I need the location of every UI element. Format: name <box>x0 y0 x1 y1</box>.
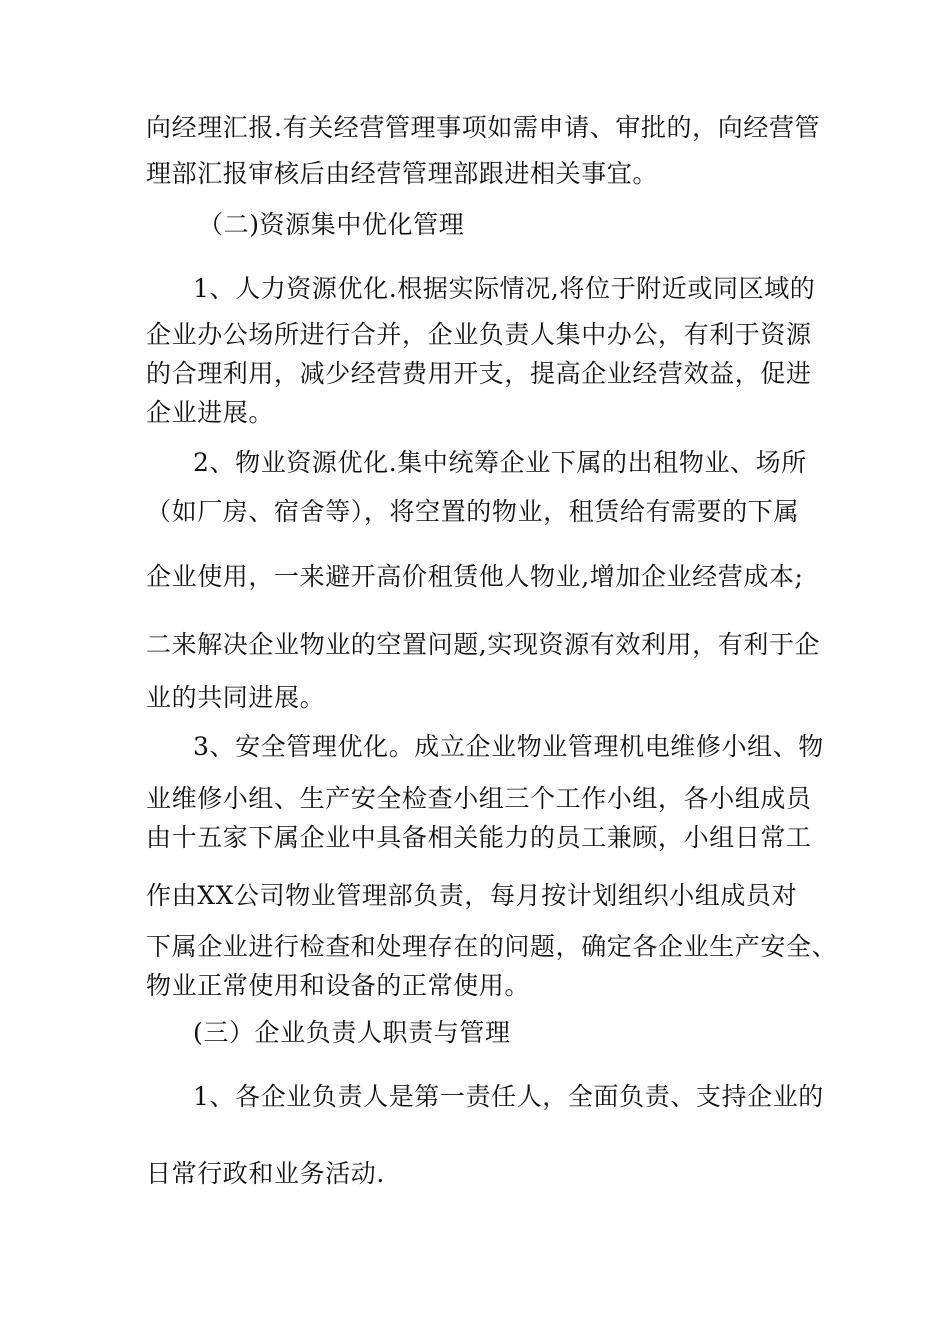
text-line: 的合理利用，减少经营费用开支，提高企业经营效益，促进 <box>146 359 812 388</box>
section-heading: （二)资源集中优化管理 <box>198 210 465 239</box>
text-line: 理部汇报审核后由经营管理部跟进相关事宜。 <box>146 159 659 188</box>
text-line: 企业进展。 <box>146 398 275 427</box>
text-line: 作由XX公司物业管理部负责，每月按计划组织小组成员对 <box>146 881 798 910</box>
paragraph-start: 3、安全管理优化。成立企业物业管理机电维修小组、物 <box>193 732 824 761</box>
section-heading: (三）企业负责人职责与管理 <box>193 1018 511 1047</box>
text-line: （如厂房、宿舍等），将空置的物业，租赁给有需要的下属 <box>146 497 800 526</box>
text-line: 下属企业进行检查和处理存在的问题，确定各企业生产安全、 <box>146 932 838 961</box>
text-line: 向经理汇报.有关经营管理事项如需申请、审批的，向经营管 <box>146 113 821 142</box>
paragraph-start: 1、各企业负责人是第一责任人，全面负责、支持企业的 <box>193 1082 824 1111</box>
text-line: 由十五家下属企业中具备相关能力的员工兼顾，小组日常工 <box>146 823 812 852</box>
text-line: 物业正常使用和设备的正常使用。 <box>146 971 531 1000</box>
text-line: 日常行政和业务活动. <box>146 1159 385 1188</box>
text-line: 企业办公场所进行合并，企业负责人集中办公，有利于资源 <box>146 320 812 349</box>
text-line: 业维修小组、生产安全检查小组三个工作小组，各小组成员 <box>146 784 812 813</box>
text-line: 二来解决企业物业的空置问题,实现资源有效利用，有利于企 <box>146 630 821 659</box>
paragraph-start: 1、人力资源优化.根据实际情况,将位于附近或同区域的 <box>193 274 816 303</box>
text-line: 企业使用，一来避开高价租赁他人物业,增加企业经营成本; <box>146 562 804 591</box>
paragraph-start: 2、物业资源优化.集中统筹企业下属的出租物业、场所 <box>193 448 807 477</box>
text-line: 业的共同进展。 <box>146 683 326 712</box>
